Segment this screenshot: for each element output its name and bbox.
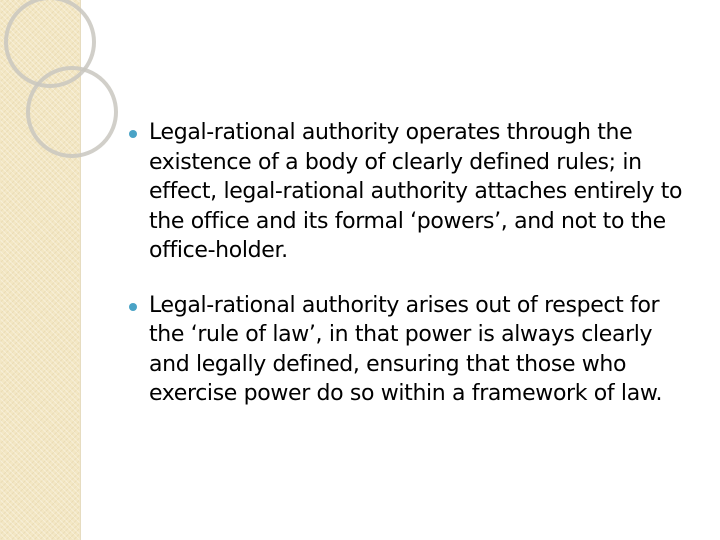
bullet-item-2 — [128, 291, 698, 409]
bullet-dot-icon — [129, 130, 137, 138]
decorative-rings-graphic — [0, 0, 130, 200]
bullet-item-1 — [128, 118, 698, 266]
bullet-dot-icon — [129, 303, 137, 311]
slide-content — [128, 118, 698, 434]
bullet-text-2: Legal-rational authority arises out of respect for the ‘rule of law’, in that power is always clearly and legally defined, ensuring that those who exercise power do so within a framework of law. — [149, 292, 663, 406]
bullet-text-1: Legal-rational authority operates through the existence of a body of clearly defined rules; in effect, legal-rational authority attaches entirely to the office and its formal ‘powers’, and not to the office-holder. — [149, 120, 683, 263]
